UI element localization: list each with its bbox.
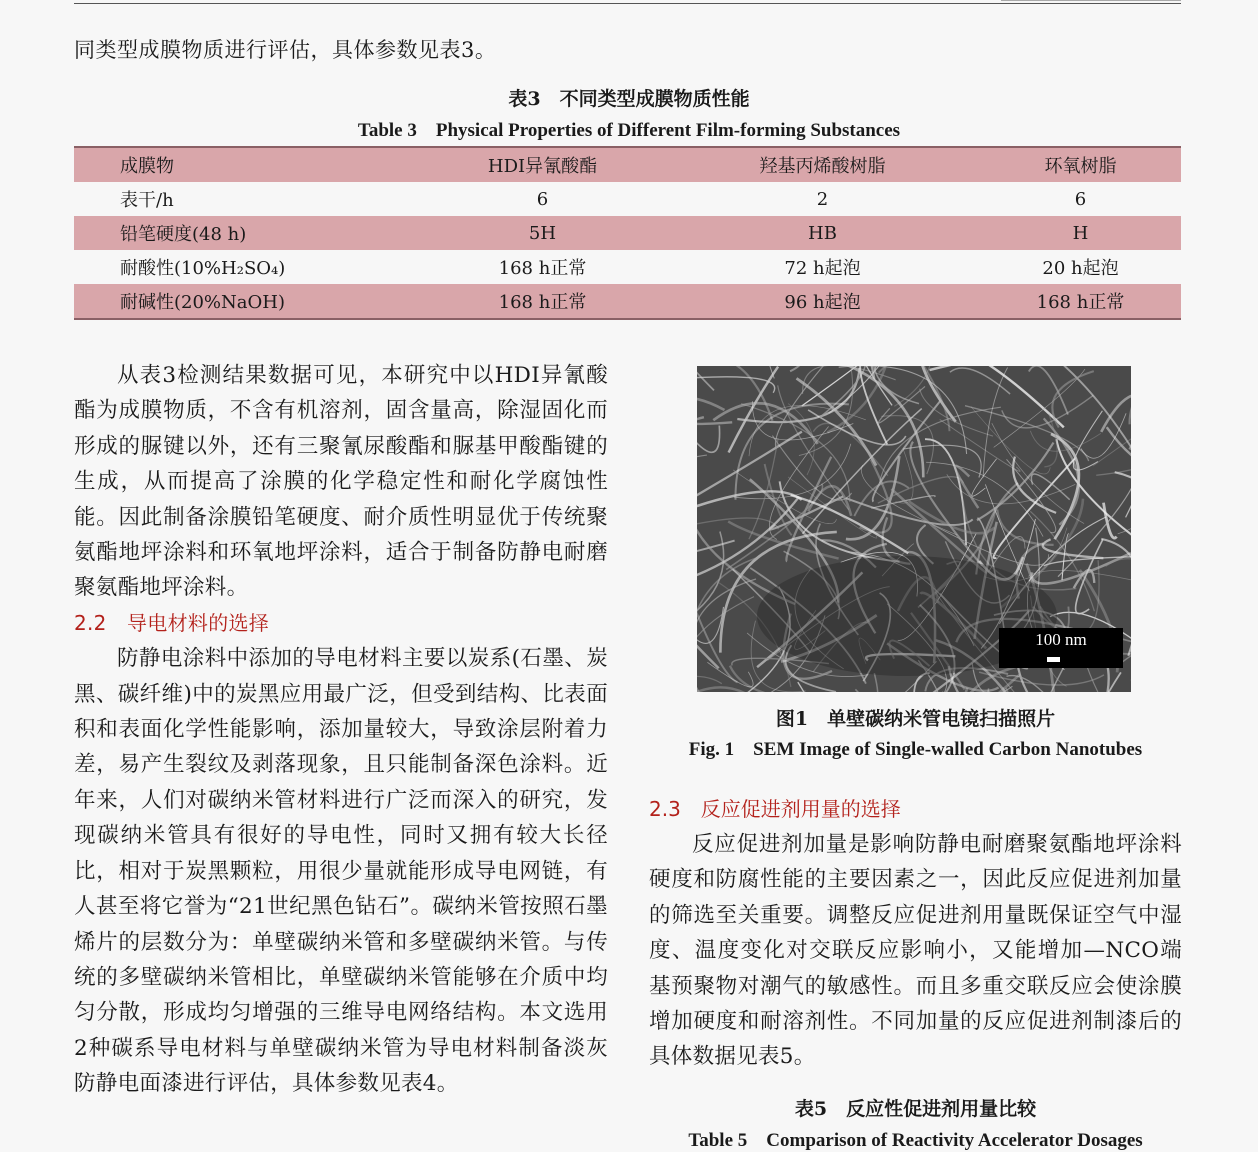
table-cell: 6 bbox=[536, 188, 549, 210]
table-cell: 6 bbox=[1074, 188, 1087, 210]
paragraph: 从表3检测结果数据可见，本研究中以HDI异氰酸酯为成膜物质，不含有机溶剂，固含量高，除湿固化而形成的脲键以外，还有三聚氰尿酸酯和脲基甲酸酯键的生成，从而提高了涂膜的化学稳定性和耐化学腐蚀性能。因此制备涂膜铅笔硬度、耐介质性明显优于传统聚氨酯地坪涂料和环氧地坪涂料，适合于制备防静电耐磨聚氨酯地坪涂料。 bbox=[74, 363, 608, 601]
table-cell: 表干/h bbox=[120, 190, 174, 211]
figure1-caption-cn: 图1 单壁碳纳米管电镜扫描照片 bbox=[775, 708, 1056, 730]
figure1-caption-en: Fig. 1 SEM Image of Single-walled Carbon Nanotubes bbox=[688, 739, 1143, 760]
table-cell: 168 h正常 bbox=[1036, 292, 1125, 313]
table-cell: 耐酸性(10%H₂SO₄) bbox=[120, 258, 286, 279]
header-cell: 成膜物 bbox=[120, 156, 174, 177]
scale-bar-line bbox=[1047, 657, 1060, 662]
sem-image bbox=[697, 366, 1131, 692]
table-cell: H bbox=[1072, 222, 1089, 244]
right-column bbox=[649, 827, 1182, 1075]
section-heading-2-2: 2.2 导电材料的选择 bbox=[74, 610, 270, 635]
table5-caption-cn: 表5 反应性促进剂用量比较 bbox=[794, 1098, 1037, 1120]
section-heading-2-3: 2.3 反应促进剂用量的选择 bbox=[649, 797, 901, 821]
table-cell: 铅笔硬度(48 h) bbox=[120, 224, 247, 245]
table5-caption-en: Table 5 Comparison of Reactivity Accelerator Dosages bbox=[688, 1130, 1143, 1151]
header-cell: HDI异氰酸酯 bbox=[487, 156, 598, 177]
table-row bbox=[74, 250, 1181, 284]
table-cell: 耐碱性(20%NaOH) bbox=[120, 292, 285, 313]
table3-caption-en: Table 3 Physical Properties of Different Film-forming Substances bbox=[357, 120, 901, 141]
header-cell: 环氧树脂 bbox=[1044, 156, 1117, 177]
scale-bar bbox=[999, 628, 1123, 668]
table-cell: 96 h起泡 bbox=[784, 292, 861, 313]
table3 bbox=[74, 146, 1181, 320]
table3-caption-cn: 表3 不同类型成膜物质性能 bbox=[508, 88, 750, 110]
lead-text: 同类型成膜物质进行评估，具体参数见表3。 bbox=[74, 38, 497, 62]
table-cell: HB bbox=[808, 222, 837, 244]
paragraph: 防静电涂料中添加的导电材料主要以炭系(石墨、炭黑、碳纤维)中的炭黑应用最广泛，但受到结构、比表面积和表面化学性能影响，添加量较大，导致涂层附着力差，易产生裂纹及剥落现象，且只能制备深色涂料。近年来，人们对碳纳米管材料进行广泛而深入的研究，发现碳纳米管具有很好的导电性，同时又拥有较大长径比，相对于炭黑颗粒，用很少量就能形成导电网链，有人甚至将它誉为“21世纪黑色钻石”。碳纳米管按照石墨烯片的层数分为：单壁碳纳米管和多壁碳纳米管。与传统的多壁碳纳米管相比，单壁碳纳米管能够在介质中均匀分散，形成均匀增强的三维导电网络结构。本文选用2种碳系导电材料与单壁碳纳米管为导电材料制备淡灰防静电面漆进行评估，具体参数见表4。 bbox=[74, 646, 608, 1097]
table-cell: 20 h起泡 bbox=[1042, 258, 1119, 279]
table-row bbox=[74, 284, 1181, 319]
table-cell: 2 bbox=[816, 188, 829, 210]
paragraph: 反应促进剂加量是影响防静电耐磨聚氨酯地坪涂料硬度和防腐性能的主要因素之一，因此反应促进剂加量的筛选至关重要。调整反应促进剂用量既保证空气中湿度、温度变化对交联反应影响小，又能增加—NCO端基预聚物对潮气的敏感性。而且多重交联反应会使涂膜增加硬度和耐溶剂性。不同加量的反应促进剂制漆后的具体数据见表5。 bbox=[649, 832, 1182, 1070]
page-header-rule bbox=[74, 0, 1181, 4]
table-row bbox=[74, 182, 1181, 216]
table-cell: 168 h正常 bbox=[498, 292, 587, 313]
table-cell: 5H bbox=[528, 222, 557, 244]
table-cell: 72 h起泡 bbox=[784, 258, 861, 279]
scale-label: 100 nm bbox=[1035, 630, 1087, 649]
table-header-row bbox=[74, 147, 1181, 182]
left-column bbox=[74, 358, 608, 1102]
table-row bbox=[74, 216, 1181, 250]
table-cell: 168 h正常 bbox=[498, 258, 587, 279]
header-cell: 羟基丙烯酸树脂 bbox=[759, 156, 886, 177]
header-mark bbox=[1001, 0, 1181, 1]
